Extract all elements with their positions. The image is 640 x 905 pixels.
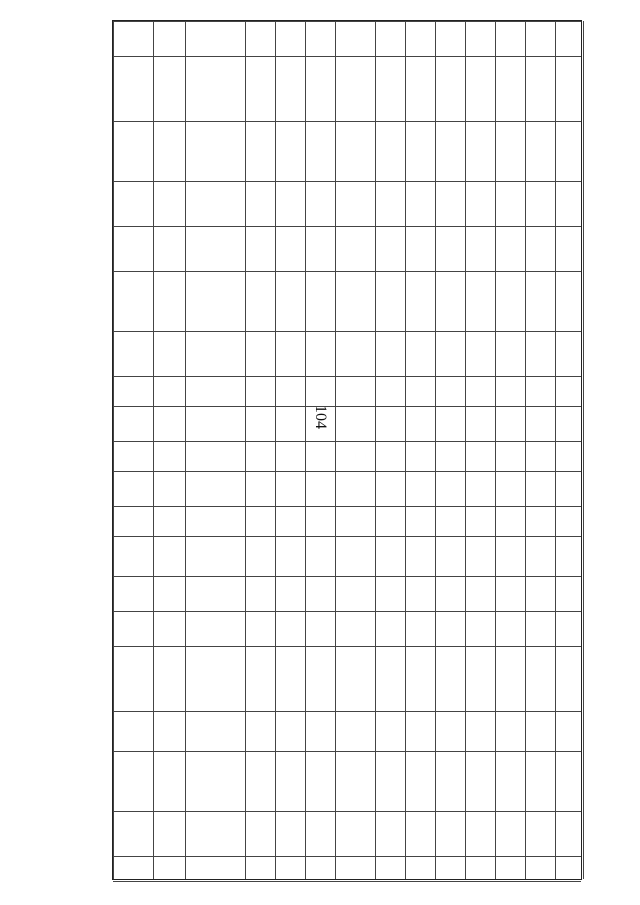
grid-hline <box>113 181 581 182</box>
grid-hline <box>113 121 581 122</box>
grid-hline <box>113 611 581 612</box>
page-number: 104 <box>312 405 329 429</box>
grid-hline <box>113 811 581 812</box>
grid-hline <box>113 21 581 22</box>
grid-hline <box>113 226 581 227</box>
grid-hline <box>113 56 581 57</box>
grid-hline <box>113 441 581 442</box>
grid-hline <box>113 271 581 272</box>
grid-hline <box>113 576 581 577</box>
grid-hline <box>113 751 581 752</box>
grid-hline <box>113 646 581 647</box>
grid-hline <box>113 331 581 332</box>
grid-hline <box>113 506 581 507</box>
grid-hline <box>113 881 581 882</box>
rotated-data-table <box>112 20 582 880</box>
grid-hline <box>113 536 581 537</box>
grid-hline <box>113 711 581 712</box>
grid-hline <box>113 376 581 377</box>
grid-hline <box>113 471 581 472</box>
grid-vline <box>583 21 584 879</box>
grid-hline <box>113 406 581 407</box>
grid-hline <box>113 856 581 857</box>
